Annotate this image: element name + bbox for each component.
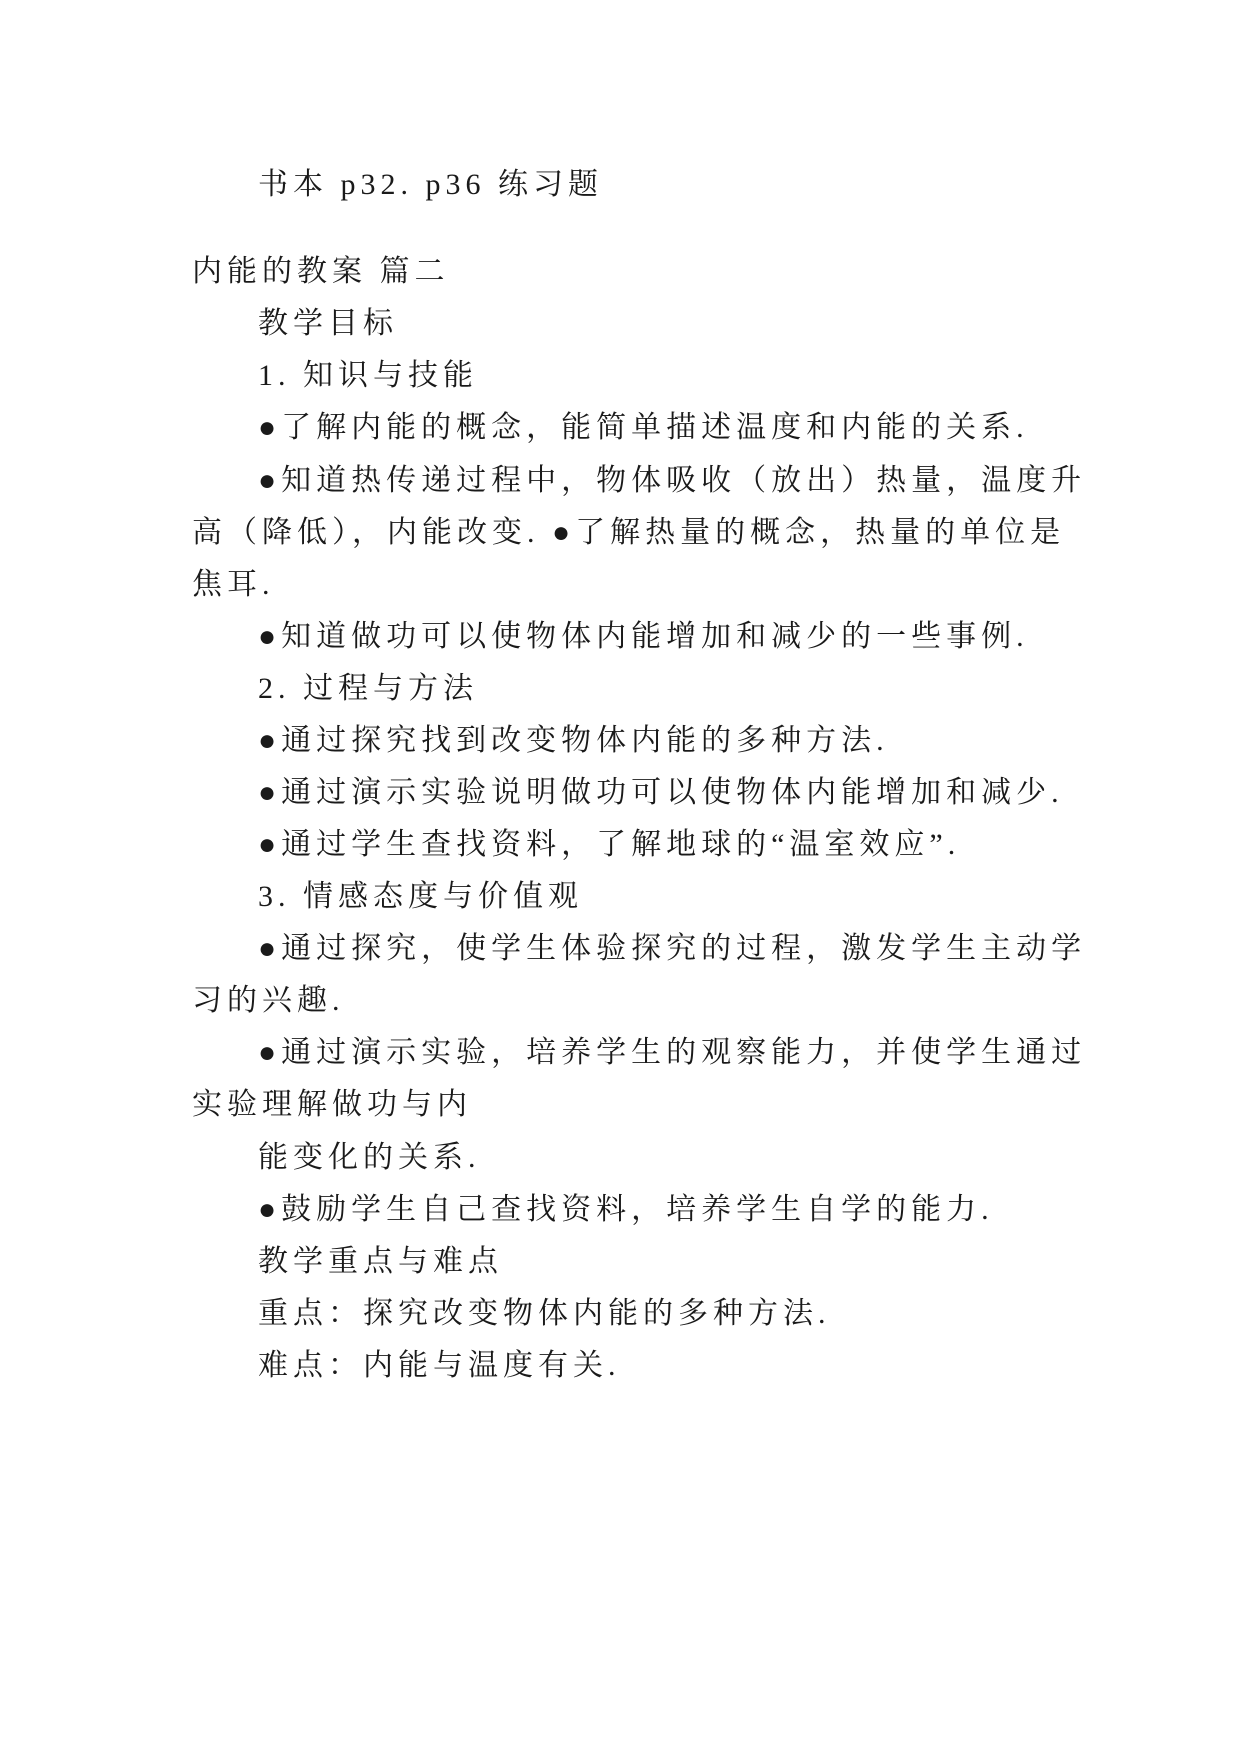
goal-1-item-2-line-2: 高（降低），内能改变. ●了解热量的概念，热量的单位是	[192, 516, 1066, 549]
goal-1-item-1: ●了解内能的概念，能简单描述温度和内能的关系.	[258, 411, 1029, 444]
goal-3-item-3: ●鼓励学生自己查找资料，培养学生自学的能力.	[258, 1193, 994, 1226]
goal-1-item-2-line-3: 焦耳.	[192, 568, 275, 601]
goal-1-item-2-line-1: ●知道热传递过程中，物体吸收（放出）热量，温度升	[258, 464, 1087, 497]
teaching-goals-heading: 教学目标	[258, 307, 398, 340]
goal-2-item-1: ●通过探究找到改变物体内能的多种方法.	[258, 724, 889, 757]
goal-2-item-2: ●通过演示实验说明做功可以使物体内能增加和减少.	[258, 776, 1064, 809]
goal-1-heading: 1. 知识与技能	[258, 359, 478, 392]
goal-3-item-1-line-1: ●通过探究，使学生体验探究的过程，激发学生主动学	[258, 932, 1087, 965]
goal-3-item-2-line-3: 能变化的关系.	[258, 1141, 481, 1174]
key-difficult-heading: 教学重点与难点	[258, 1245, 503, 1278]
goal-3-heading: 3. 情感态度与价值观	[258, 880, 583, 913]
key-point: 重点：探究改变物体内能的多种方法.	[258, 1297, 831, 1330]
section-title: 内能的教案 篇二	[192, 255, 450, 288]
goal-3-item-2-line-2: 实验理解做功与内	[192, 1088, 472, 1121]
goal-3-item-1-line-2: 习的兴趣.	[192, 984, 345, 1017]
goal-3-item-2-line-1: ●通过演示实验，培养学生的观察能力，并使学生通过	[258, 1036, 1087, 1069]
exercise-reference: 书本 p32. p36 练习题	[258, 168, 603, 201]
difficult-point: 难点：内能与温度有关.	[258, 1349, 621, 1382]
goal-2-item-3: ●通过学生查找资料，了解地球的“温室效应”.	[258, 828, 961, 861]
goal-2-heading: 2. 过程与方法	[258, 672, 478, 705]
goal-1-item-3: ●知道做功可以使物体内能增加和减少的一些事例.	[258, 620, 1029, 653]
